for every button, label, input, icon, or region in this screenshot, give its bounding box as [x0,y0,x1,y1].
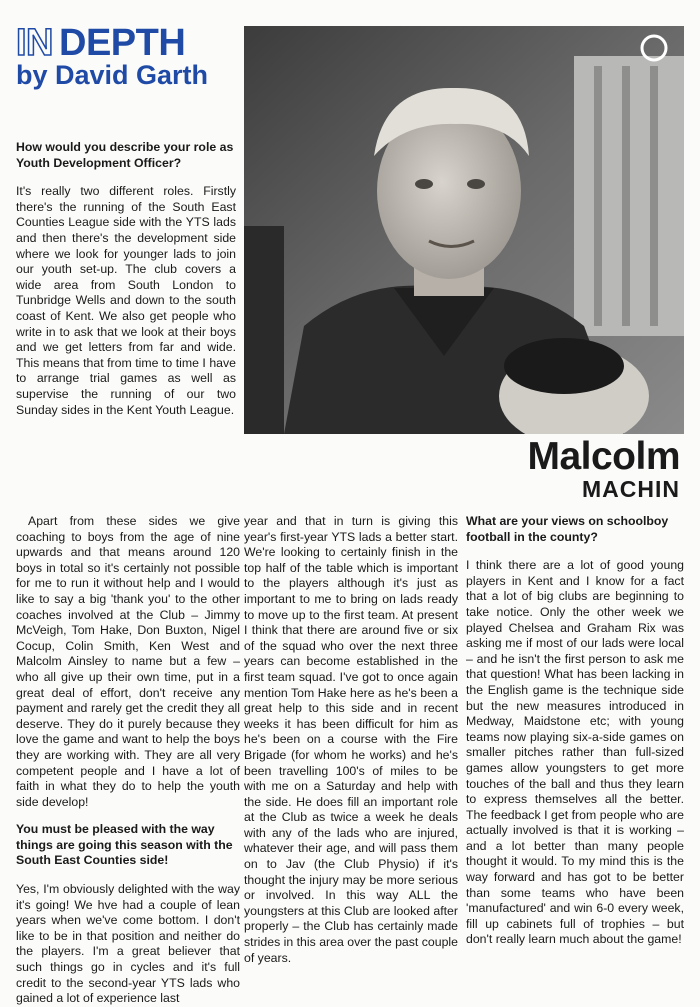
paragraph-gap [16,810,240,822]
question-1: How would you describe your role as Youth Development Officer? [16,140,234,170]
interviewee-name [468,437,680,501]
name-first: Malcolm [527,435,680,478]
question-2: You must be pleased with the way things are going this season with the South East Counties side! [16,822,233,868]
column-2 [244,514,458,966]
portrait-photo [244,26,684,434]
portrait-illustration [244,26,684,434]
name-last: MACHIN [582,476,680,502]
answer-2-continued: year and that in turn is giving this year's first-year YTS lads a better start. We're looking to certainly finish in the top half of the table which is important to the players although it's just as important to me to bring on lads ready to move up to the first team. At present I think that there are around five or six of the squad who over the next three years can become established in the first team squad. I've got to once again mention Tom Hake here as he's been a great help to this side and in recent weeks it has been difficult for him as he's been on a course with the Fire Brigade (for whom he works) and he's been travelling 100's of miles to be with me on a Saturday and help with the side. He does fill an important role at the Club as twice a week he deals with any of the lads who are injured, whatever their age, and will pass them on to Jav (the Club Physio) if it's thought the injury may be more serious or involved. In this way ALL the youngsters at this Club are looked after properly – the Club has certainly made strides in this area over the past couple of years. [244,514,458,965]
masthead [16,22,241,90]
masthead-depth: DEPTH [59,22,186,64]
column-3 [466,514,684,948]
column-1-top [16,140,236,418]
question-3: What are your views on schoolboy football in the county? [466,514,669,544]
byline: by David Garth [16,60,209,90]
answer-2-start: Yes, I'm obviously delighted with the way it's going! We hve had a couple of lean years when we've come bottom. I don't like to be in that position and neither do the players. I'm a great believer that such things go in cycles and it's full credit to the second-year YTS lads who gained a lot of experience last [16,882,240,1006]
masthead-in: IN [16,22,53,64]
column-1-bottom [16,514,240,1007]
answer-1-paragraph-1: It's really two different roles. Firstly there's the running of the South East Counties League side with the YTS lads and then there's the development side where we look for younger lads to join our youth set-up. The club covers a wide area from South London to Tunbridge Wells and down to the south coast of Kent. We also get people who write in to ask that we look at their boys and we get letters from far and wide. This means that from time to time I have to arrange trial games as well as supervise the running of our two Sunday sides in the Kent Youth League. [16,184,236,417]
answer-1-paragraph-2: Apart from these sides we give coaching to boys from the age of nine upwards and that means around 120 boys in total so it's certainly not possible for me to run it without help and I would like to say a big 'thank you' to the other coaches involved at the Club – Jimmy McVeigh, Tom Hake, Don Buxton, Nigel Cocup, Colin Smith, Ken West and Malcolm Ainsley to name but a few – who all give up their own time, put in a great deal of effort, don't receive any payment and rarely get the credit they all deserve. They do it purely because they love the game and want to help the boys they are working with. They are all very competent people and I have a lot of faith in what they do to help the youth side develop! [16,514,240,809]
masthead-title [16,22,241,64]
answer-3: I think there are a lot of good young players in Kent and I know for a fact that a lot of big clubs are beginning to take notice. Only the other week we played Chelsea and Graham Rix was asking me if most of our lads were local – and he isn't the first person to ask me that question! What has been lacking in the English game is the technique side but the new measures introduced in Medway, Maidstone etc; with young teams now playing six-a-side games on smaller pitches rather than full-sized games allow youngsters to get more touches of the ball and thus they learn to express themselves all the better. The feedback I get from people who are actually involved is that it is working – and a lot better than many people thought it would. To my mind this is the way forward and has got to be better than some teams who have been 'manufactured' and win 6-0 every week, fill up cabinets full of trophies – but don't really learn much about the game! [466,558,684,947]
